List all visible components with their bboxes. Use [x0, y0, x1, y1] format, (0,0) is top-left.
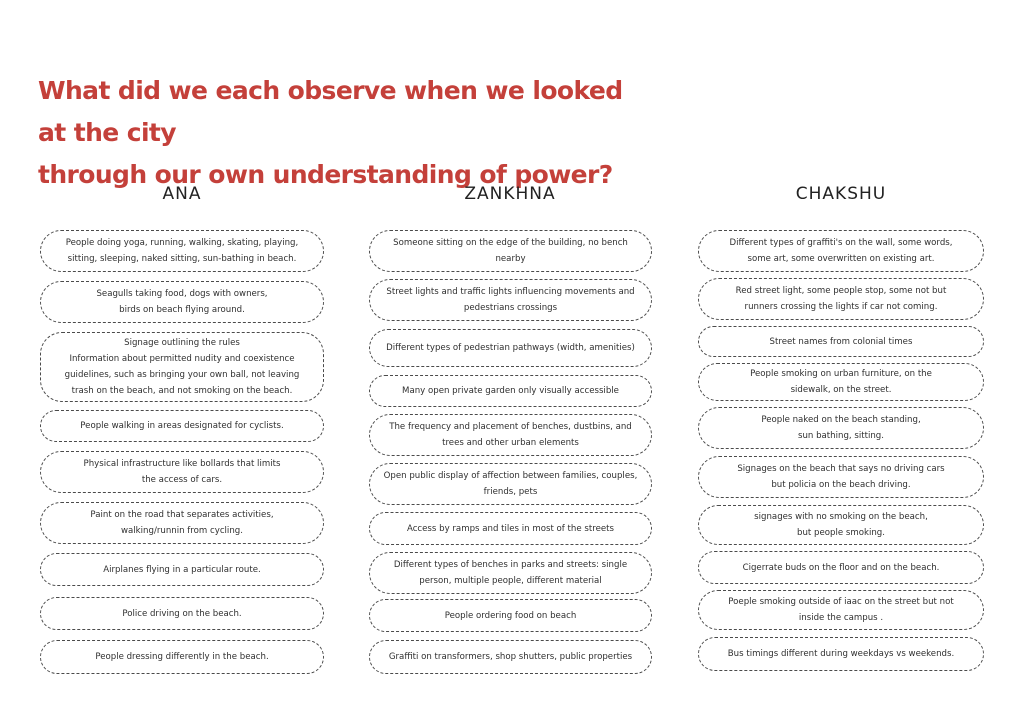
observation-card: Graffiti on transformers, shop shutters, public properties: [369, 640, 652, 674]
observation-card: Bus timings different during weekdays vs weekends.: [698, 637, 984, 671]
observation-card: Street names from colonial times: [698, 326, 984, 357]
column-header-zankhna: ZANKHNA: [464, 184, 556, 204]
observation-card: Different types of pedestrian pathways (width, amenities): [369, 329, 652, 367]
observation-card: Open public display of affection between families, couples, friends, pets: [369, 463, 652, 505]
observation-card: The frequency and placement of benches, dustbins, and trees and other urban elements: [369, 414, 652, 456]
observation-card: Many open private garden only visually accessible: [369, 375, 652, 407]
observation-card: People ordering food on beach: [369, 599, 652, 632]
observation-card: Someone sitting on the edge of the building, no bench nearby: [369, 230, 652, 272]
observation-card: Different types of benches in parks and streets: single person, multiple people, different material: [369, 552, 652, 594]
observation-card: Street lights and traffic lights influencing movements and pedestrians crossings: [369, 279, 652, 321]
observation-card: signages with no smoking on the beach, but people smoking.: [698, 505, 984, 545]
observation-card: Paint on the road that separates activities, walking/runnin from cycling.: [40, 502, 324, 544]
observation-card: Poeple smoking outside of iaac on the street but not inside the campus .: [698, 590, 984, 630]
observation-card: Red street light, some people stop, some not but runners crossing the lights if car not coming.: [698, 278, 984, 320]
observation-card: Physical infrastructure like bollards that limits the access of cars.: [40, 451, 324, 493]
page-title: What did we each observe when we looked at the city through our own understanding of power?: [38, 76, 623, 189]
column-header-chakshu: CHAKSHU: [795, 184, 887, 204]
observation-card: People smoking on urban furniture, on the sidewalk, on the street.: [698, 363, 984, 401]
observation-card: People doing yoga, running, walking, skating, playing, sitting, sleeping, naked sitting, sun-bathing in beach.: [40, 230, 324, 272]
observation-card: Access by ramps and tiles in most of the streets: [369, 512, 652, 545]
observation-card: Airplanes flying in a particular route.: [40, 553, 324, 586]
observation-card: Police driving on the beach.: [40, 597, 324, 630]
observation-card: People dressing differently in the beach.: [40, 640, 324, 674]
observation-card: Different types of graffiti's on the wall, some words, some art, some overwritten on existing art.: [698, 230, 984, 272]
observation-card: People naked on the beach standing, sun bathing, sitting.: [698, 407, 984, 449]
observation-card: Seagulls taking food, dogs with owners, birds on beach flying around.: [40, 281, 324, 323]
observation-card: Signage outlining the rules Information about permitted nudity and coexistence guidelines, such as bringing your own ball, not leaving trash on the beach, and not smoking on the beach.: [40, 332, 324, 402]
observation-card: Cigerrate buds on the floor and on the beach.: [698, 551, 984, 584]
observation-card: Signages on the beach that says no driving cars but policia on the beach driving.: [698, 456, 984, 498]
column-header-ana: ANA: [162, 184, 202, 204]
observation-card: People walking in areas designated for cyclists.: [40, 410, 324, 442]
